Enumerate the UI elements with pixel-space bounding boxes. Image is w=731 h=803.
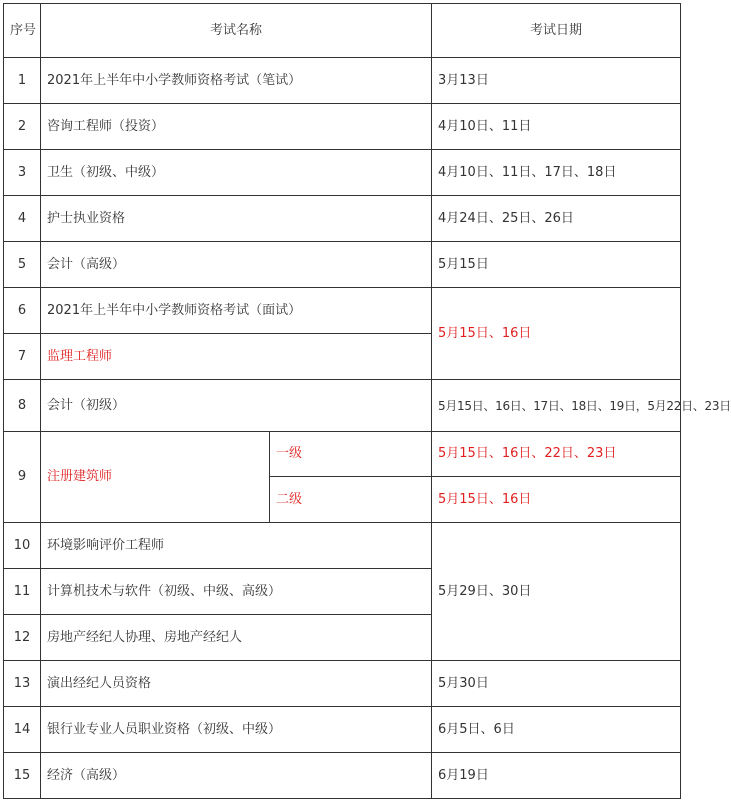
exam-name: 会计（初级） [41, 380, 432, 432]
table-row [4, 196, 681, 242]
table-row [4, 523, 681, 569]
row-num: 3 [4, 150, 41, 196]
header-num: 序号 [4, 4, 41, 58]
table-row [4, 104, 681, 150]
table-row [4, 380, 681, 432]
exam-date: 3月13日 [432, 58, 681, 104]
exam-date: 5月15日、16日 [432, 477, 681, 523]
exam-date: 6月19日 [432, 753, 681, 799]
table-row [4, 242, 681, 288]
table-row [4, 432, 681, 477]
header-name: 考试名称 [41, 4, 432, 58]
header-date: 考试日期 [432, 4, 681, 58]
exam-date: 5月29日、30日 [432, 523, 681, 661]
row-num: 8 [4, 380, 41, 432]
row-num: 12 [4, 615, 41, 661]
exam-date: 5月15日、16日、17日、18日、19日，5月22日、23日 [432, 380, 681, 432]
exam-date: 4月10日、11日 [432, 104, 681, 150]
table-row [4, 661, 681, 707]
row-num: 1 [4, 58, 41, 104]
exam-name: 卫生（初级、中级） [41, 150, 432, 196]
exam-name: 护士执业资格 [41, 196, 432, 242]
exam-date: 6月5日、6日 [432, 707, 681, 753]
row-num: 15 [4, 753, 41, 799]
row-num: 2 [4, 104, 41, 150]
exam-name: 环境影响评价工程师 [41, 523, 432, 569]
row-num: 7 [4, 334, 41, 380]
exam-name: 咨询工程师（投资） [41, 104, 432, 150]
row-num: 10 [4, 523, 41, 569]
row-num: 9 [4, 432, 41, 523]
exam-date: 4月24日、25日、26日 [432, 196, 681, 242]
row-num: 6 [4, 288, 41, 334]
table-header-row [4, 4, 681, 58]
exam-name: 2021年上半年中小学教师资格考试（笔试） [41, 58, 432, 104]
row-num: 4 [4, 196, 41, 242]
table-row [4, 288, 681, 334]
exam-level: 二级 [270, 477, 432, 523]
table-row [4, 58, 681, 104]
exam-name: 会计（高级） [41, 242, 432, 288]
row-num: 14 [4, 707, 41, 753]
exam-name: 演出经纪人员资格 [41, 661, 432, 707]
exam-name: 银行业专业人员职业资格（初级、中级） [41, 707, 432, 753]
exam-name: 监理工程师 [41, 334, 432, 380]
table-row [4, 150, 681, 196]
exam-date: 4月10日、11日、17日、18日 [432, 150, 681, 196]
row-num: 5 [4, 242, 41, 288]
row-num: 11 [4, 569, 41, 615]
exam-name: 计算机技术与软件（初级、中级、高级） [41, 569, 432, 615]
row-num: 13 [4, 661, 41, 707]
exam-name: 经济（高级） [41, 753, 432, 799]
exam-name: 房地产经纪人协理、房地产经纪人 [41, 615, 432, 661]
table-row [4, 707, 681, 753]
exam-date: 5月15日 [432, 242, 681, 288]
exam-date: 5月15日、16日、22日、23日 [432, 432, 681, 477]
exam-schedule-table [3, 3, 731, 799]
exam-name: 注册建筑师 [41, 432, 270, 523]
exam-name: 2021年上半年中小学教师资格考试（面试） [41, 288, 432, 334]
exam-date: 5月15日、16日 [432, 288, 681, 380]
table-row [4, 753, 681, 799]
exam-level: 一级 [270, 432, 432, 477]
exam-date: 5月30日 [432, 661, 681, 707]
